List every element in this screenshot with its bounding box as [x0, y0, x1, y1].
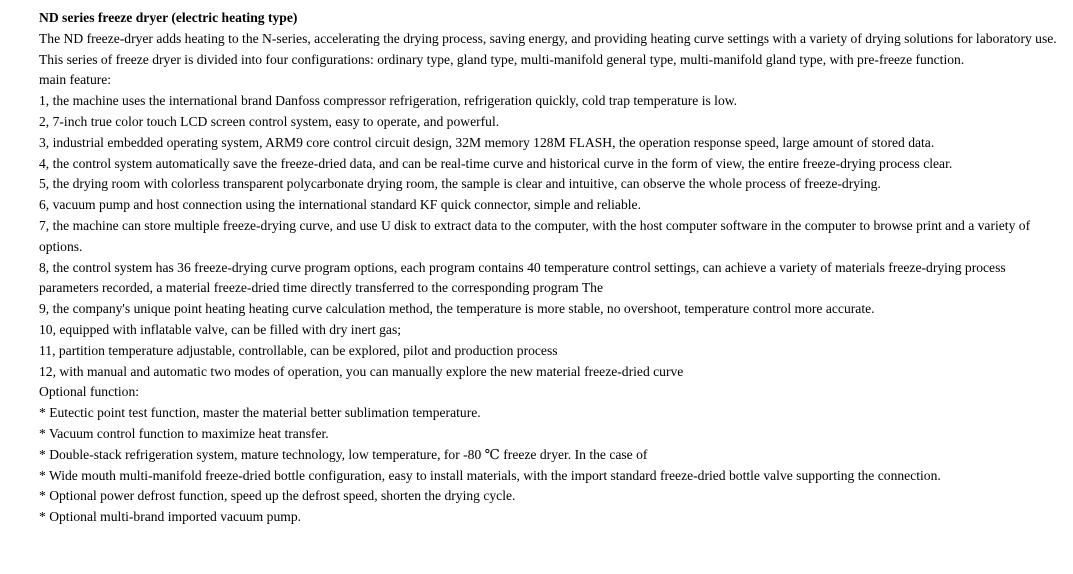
- document-body: [39, 8, 1059, 528]
- feature-item: 12, with manual and automatic two modes of operation, you can manually explore the new material freeze-dried curve: [39, 363, 684, 379]
- optional-heading: Optional function:: [39, 384, 140, 400]
- feature-item: 7, the machine can store multiple freeze-drying curve, and use U disk to extract data to the computer, with the host computer software in the computer to browse print and a variety of options.: [39, 217, 1031, 254]
- intro-paragraph: The ND freeze-dryer adds heating to the N-series, accelerating the drying process, saving energy, and providing heating curve settings with a variety of drying solutions for laboratory use.: [39, 30, 1057, 46]
- optional-item: * Optional multi-brand imported vacuum pump.: [39, 509, 302, 525]
- feature-item: 6, vacuum pump and host connection using the international standard KF quick connector, simple and reliable.: [39, 197, 641, 213]
- feature-item: 3, industrial embedded operating system, ARM9 core control circuit design, 32M memory 128M FLASH, the operation response speed, large amount of stored data.: [39, 134, 935, 150]
- feature-item: 5, the drying room with colorless transparent polycarbonate drying room, the sample is clear and intuitive, can observe the whole process of freeze-drying.: [39, 176, 881, 192]
- optional-item: * Double-stack refrigeration system, mature technology, low temperature, for -80 ℃ freeze dryer. In the case of: [39, 446, 648, 462]
- optional-item: * Wide mouth multi-manifold freeze-dried bottle configuration, easy to install materials, with the import standard freeze-dried bottle valve supporting the connection.: [39, 467, 941, 483]
- features-heading: main feature:: [39, 72, 112, 88]
- feature-item: 10, equipped with inflatable valve, can be filled with dry inert gas;: [39, 321, 402, 337]
- feature-item: 8, the control system has 36 freeze-drying curve program options, each program contains 40 temperature control settings, can achieve a variety of materials freeze-drying process parameters recorded, a material freeze-dried time directly transferred to the corresponding program The: [39, 259, 1006, 296]
- feature-item: 1, the machine uses the international brand Danfoss compressor refrigeration, refrigeration quickly, cold trap temperature is low.: [39, 93, 738, 109]
- feature-item: 11, partition temperature adjustable, controllable, can be explored, pilot and production process: [39, 342, 558, 358]
- feature-item: 4, the control system automatically save the freeze-dried data, and can be real-time curve and historical curve in the form of view, the entire freeze-drying process clear.: [39, 155, 953, 171]
- feature-item: 2, 7-inch true color touch LCD screen control system, easy to operate, and powerful.: [39, 113, 500, 129]
- optional-item: * Eutectic point test function, master the material better sublimation temperature.: [39, 405, 481, 421]
- intro-paragraph: This series of freeze dryer is divided into four configurations: ordinary type, gland type, multi-manifold general type, multi-manifold gland type, with pre-freeze function.: [39, 51, 965, 67]
- optional-item: * Vacuum control function to maximize heat transfer.: [39, 425, 329, 441]
- feature-item: 9, the company's unique point heating heating curve calculation method, the temperature is more stable, no overshoot, temperature control more accurate.: [39, 301, 875, 317]
- optional-item: * Optional power defrost function, speed up the defrost speed, shorten the drying cycle.: [39, 488, 516, 504]
- document-title: ND series freeze dryer (electric heating type): [39, 10, 298, 25]
